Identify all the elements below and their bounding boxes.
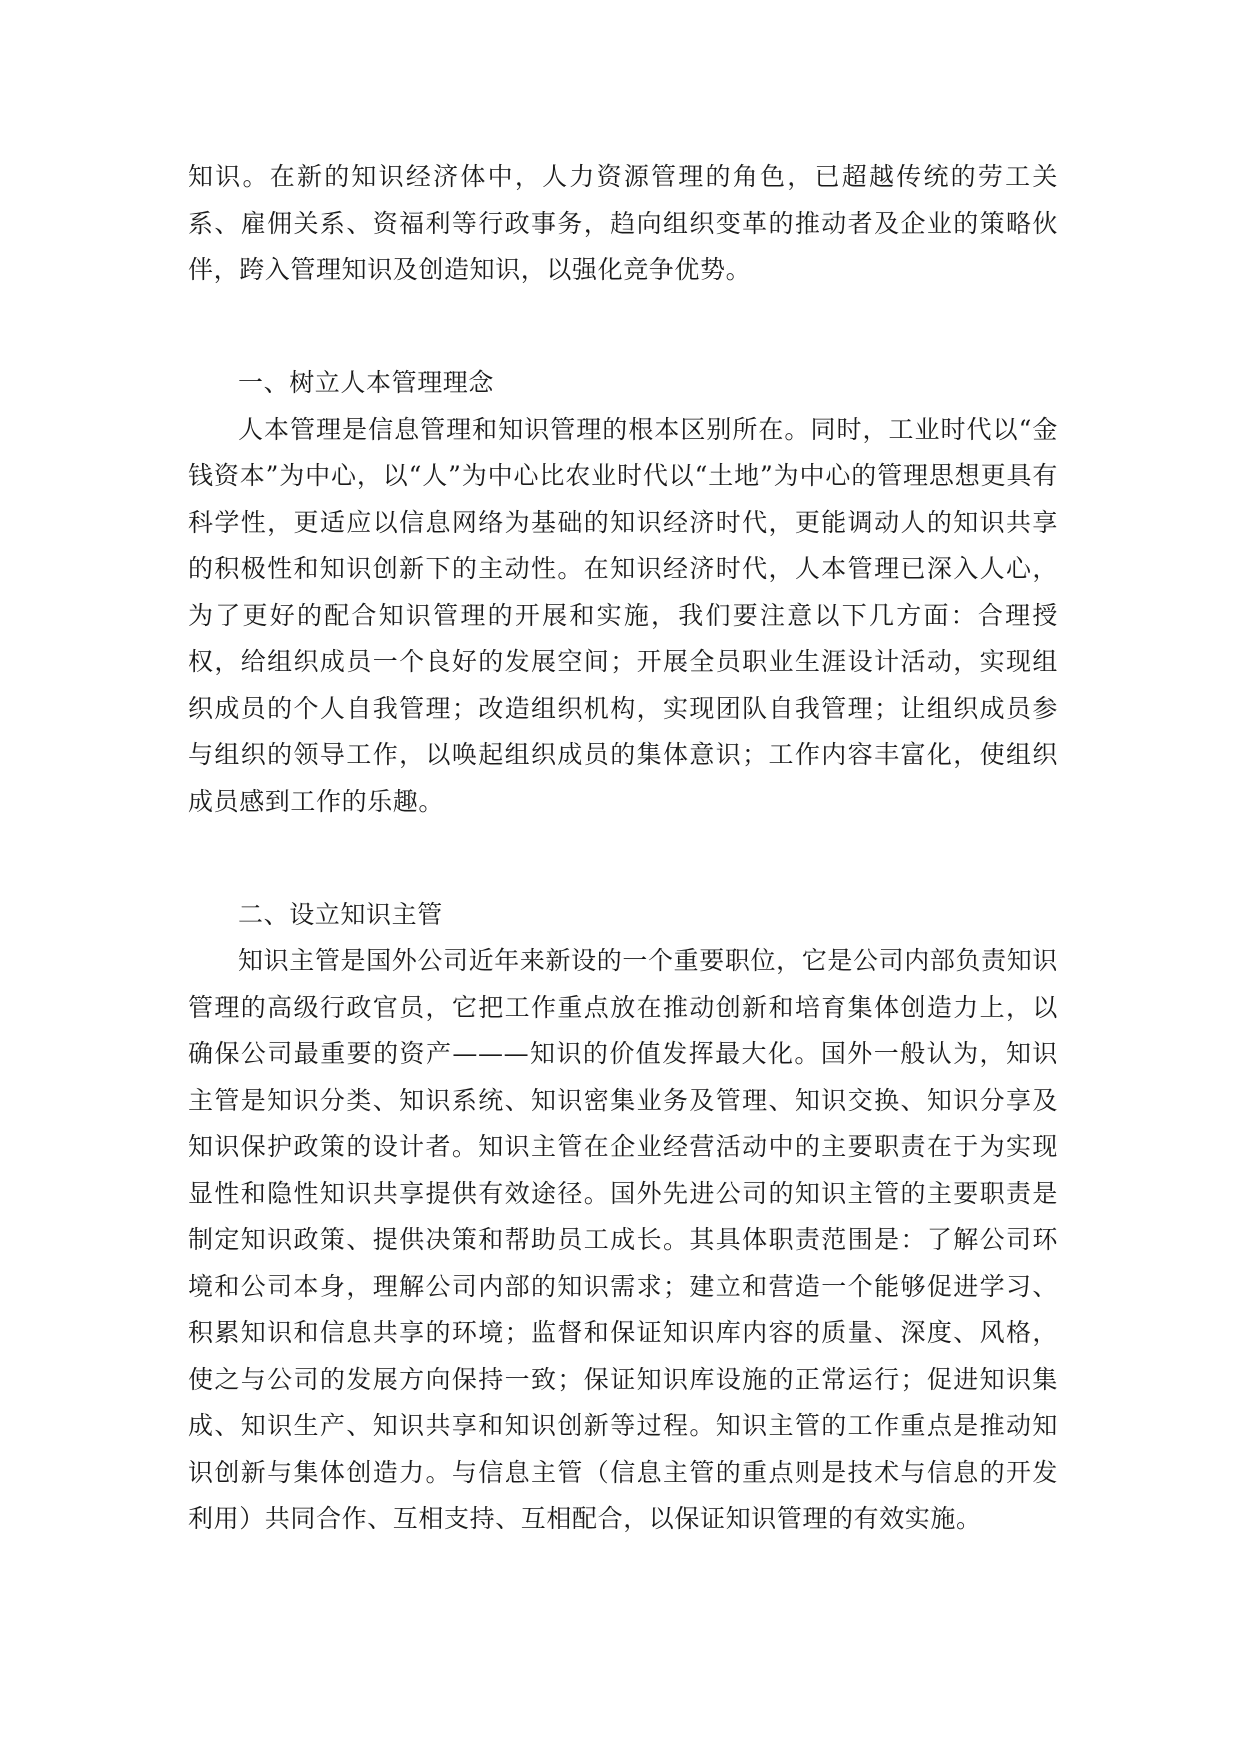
section-paragraph-2: 知识主管是国外公司近年来新设的一个重要职位，它是公司内部负责知识管理的高级行政官员，它把工作重点放在推动创新和培育集体创造力上，以确保公司最重要的资产———知识的价值发挥最大化。国外一般认为，知识主管是知识分类、知识系统、知识密集业务及管理、知识交换、知识分享及知识保护政策的设计者。知识主管在企业经营活动中的主要职责在于为实现显性和隐性知识共享提供有效途径。国外先进公司的知识主管的主要职责是制定知识政策、提供决策和帮助员工成长。其具体职责范围是：了解公司环境和公司本身，理解公司内部的知识需求；建立和营造一个能够促进学习、积累知识和信息共享的环境；监督和保证知识库内容的质量、深度、风格，使之与公司的发展方向保持一致；保证知识库设施的正常运行；促进知识集成、知识生产、知识共享和知识创新等过程。知识主管的工作重点是推动知识创新与集体创造力。与信息主管（信息主管的重点则是技术与信息的开发利用）共同合作、互相支持、互相配合，以保证知识管理的有效实施。 [188, 946, 1058, 1533]
section-heading-1: 一、树立人本管理理念 [238, 368, 495, 397]
section-spacer [188, 825, 1058, 872]
section-spacer [188, 340, 1058, 360]
document-body [188, 154, 1058, 1543]
section-spacer [188, 294, 1058, 341]
section-spacer [188, 872, 1058, 892]
section-paragraph-1: 人本管理是信息管理和知识管理的根本区别所在。同时，工业时代以“金钱资本”为中心，以“人”为中心比农业时代以“土地”为中心的管理思想更具有科学性，更适应以信息网络为基础的知识经济时代，更能调动人的知识共享的积极性和知识创新下的主动性。在知识经济时代，人本管理已深入人心，为了更好的配合知识管理的开展和实施，我们要注意以下几方面：合理授权，给组织成员一个良好的发展空间；开展全员职业生涯设计活动，实现组织成员的个人自我管理；改造组织机构，实现团队自我管理；让组织成员参与组织的领导工作，以唤起组织成员的集体意识；工作内容丰富化，使组织成员感到工作的乐趣。 [188, 414, 1058, 816]
intro-paragraph: 知识。在新的知识经济体中，人力资源管理的角色，已超越传统的劳工关系、雇佣关系、资福利等行政事务，趋向组织变革的推动者及企业的策略伙伴，跨入管理知识及创造知识，以强化竞争优势。 [188, 162, 1058, 284]
section-heading-2: 二、设立知识主管 [238, 899, 443, 929]
